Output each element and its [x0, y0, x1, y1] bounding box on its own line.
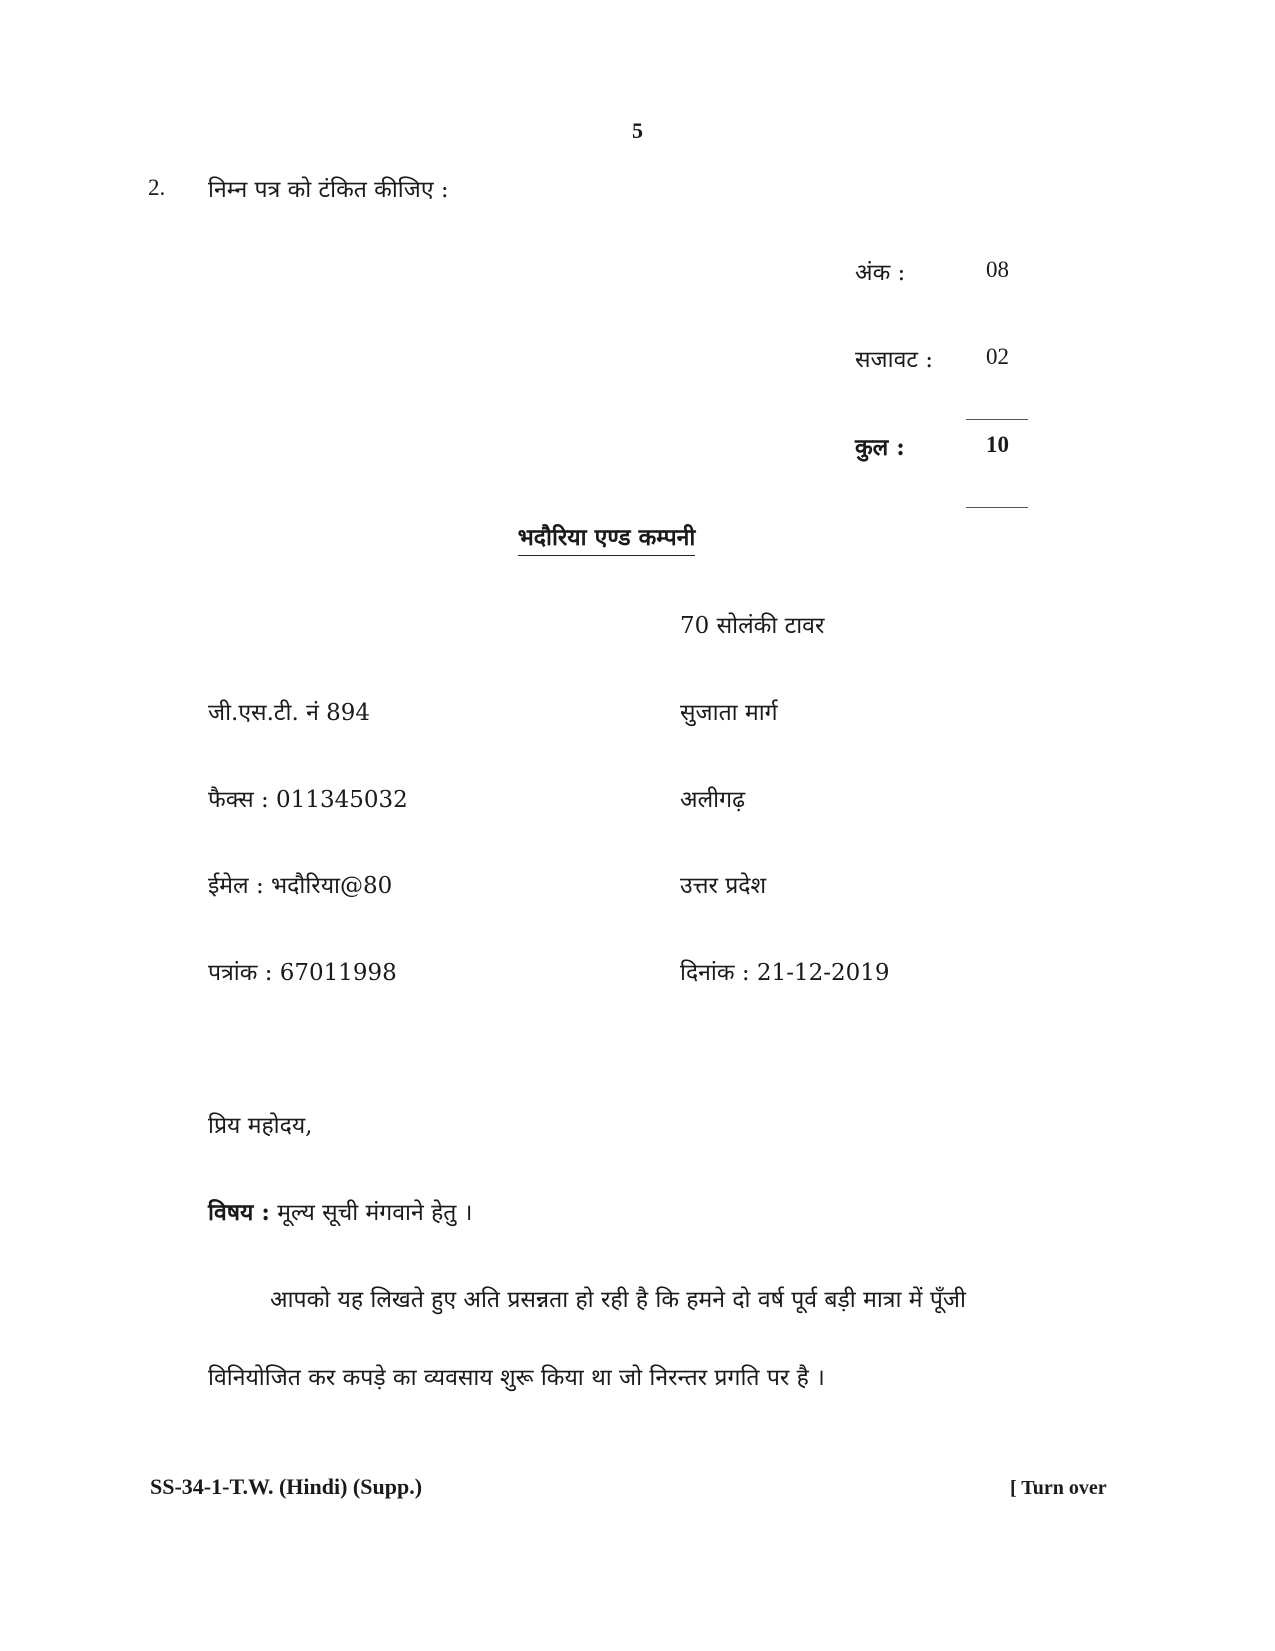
total-value: 10: [986, 432, 1009, 457]
salutation: प्रिय महोदय,: [208, 1113, 313, 1139]
reference-number: पत्रांक : 67011998: [208, 960, 397, 986]
subject-label: विषय :: [208, 1199, 270, 1226]
subject-text: मूल्य सूची मंगवाने हेतु ।: [269, 1200, 473, 1226]
subject-line: [208, 1195, 472, 1227]
marks-label: अंक :: [855, 260, 906, 286]
email: ईमेल : भदौरिया@80: [208, 873, 393, 899]
company-name-heading: [0, 520, 1213, 552]
decoration-value: 02: [986, 344, 1009, 369]
address-line: 70 सोलंकी टावर: [680, 613, 825, 639]
marks-value: 08: [986, 257, 1009, 282]
total-rule-top: [966, 419, 1028, 420]
decoration-label: सजावट :: [855, 347, 934, 373]
address-line: सुजाता मार्ग: [680, 700, 778, 726]
gst-number: जी.एस.टी. नं 894: [208, 700, 371, 726]
total-label: कुल :: [855, 434, 905, 461]
page-number: 5: [632, 118, 643, 143]
letter-date: दिनांक : 21-12-2019: [680, 960, 890, 986]
paper-code: SS-34-1-T.W. (Hindi) (Supp.): [150, 1474, 423, 1499]
body-paragraph-line: आपको यह लिखते हुए अति प्रसन्नता हो रही है कि हमने दो वर्ष पूर्व बड़ी मात्रा में पूँजी: [270, 1287, 966, 1313]
question-number: 2.: [148, 175, 166, 200]
address-line: अलीगढ़: [680, 787, 746, 813]
address-line: उत्तर प्रदेश: [680, 873, 767, 899]
turn-over-note: [ Turn over: [1010, 1477, 1107, 1499]
question-text: निम्न पत्र को टंकित कीजिए :: [208, 177, 449, 203]
body-paragraph-line: विनियोजित कर कपड़े का व्यवसाय शुरू किया था जो निरन्तर प्रगति पर है ।: [208, 1365, 825, 1391]
company-name: भदौरिया एण्ड कम्पनी: [518, 524, 696, 556]
fax-number: फैक्स : 011345032: [208, 787, 408, 813]
total-rule-bottom: [966, 507, 1028, 508]
